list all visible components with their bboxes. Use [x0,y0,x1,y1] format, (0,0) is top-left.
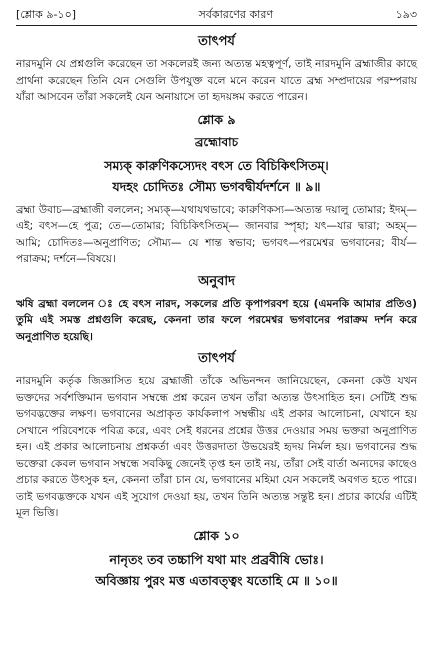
verse-line: যদহং চোদিতঃ সৌম্য ভগবদ্বীর্যদর্শনে ॥ ৯॥ [112,178,321,194]
synonyms-paragraph: ব্রহ্মা উবাচ—ব্রহ্মাজী বললেন; সম্যক্—যথাযথভাবে; কারুণিকস্য—অত্যন্ত দয়ালু তোমার; ইদম্—এই; বৎস—হে পুত্র; তে—তোমার; বিচিকিৎসিতম্— জানবার স্পৃহা; যৎ—যার দ্বারা; অহম্—আমি; চোদিতঃ—অনুপ্রাণিত; সৌম্য— যে শান্ত স্বভাব; ভগবৎ—পরমেশ্বর ভগবানের; বীর্য—পরাক্রম; দর্শনে—বিষয়ে। [16,203,417,265]
translation-heading: অনুবাদ [198,273,235,289]
verse-number: শ্লোক ৯ [197,111,236,127]
page-number: ১৯৩ [395,8,417,21]
purport-paragraph: নারদমুনি যে প্রশ্নগুলি করেছেন তা সকলেরই জন্য অত্যন্ত মহত্বপূর্ণ, তাই নারদমুনি ব্রহ্মাজীর কাছে প্রার্থনা করেছেন তিনি যেন সেগুলি উপযুক্ত বলে মনে করেন যাতে ব্রহ্ম সম্প্রদায়ের পরম্পরায় যাঁরা আসবেন তাঁরা সকলেই যেন অনায়াসে তা হৃদয়ঙ্গম করতে পারেন। [16,58,417,103]
translation-paragraph: ঋষি ব্রহ্মা বললেন ঃ হে বৎস নারদ, সকলের প্রতি কৃপাপরবশ হয়ে (এমনকি আমার প্রতিও) তুমি এই সমস্ত প্রশ্নগুলি করেছ, কেননা তার ফলে পরমেশ্বর ভগবানের পরাক্রম দর্শন করে অনুপ্রাণিত হয়েছি। [16,297,417,343]
verse-line: সম্যক্ কারুণিকস্যেদং বৎস তে বিচিকিৎসিতম্। [104,157,329,173]
verse-speaker: ব্রহ্মোবাচ [194,134,239,149]
purport-paragraph: নারদমুনি কর্তৃক জিজ্ঞাসিত হয়ে ব্রহ্মাজী তাঁকে অভিনন্দন জানিয়েছেন, কেননা কেউ যখন ভক্তদের সর্বশক্তিমান ভগবান সম্বন্ধে প্রশ্ন করেন তখন তাঁরা অত্যন্ত উৎসাহিত হন। সেটিই শুদ্ধ ভগবদ্ভক্তের লক্ষণ। ভগবানের অপ্রাকৃত কার্যকলাপ সম্বন্ধীয় এই প্রকার আলোচনা, যেখানে হয় সেখানে পরিবেশকে পবিত্র করে, এবং সেই ধরনের প্রশ্নের উত্তর দেওয়ার সময় ভক্তরা অনুপ্রাণিত হন। এই প্রকার আলোচনায় প্রশ্নকর্তা এবং উত্তরদাতা উভয়েরই হৃদয় নির্মল হয়। ভগবানের শুদ্ধ ভক্তেরা কেবল ভগবান সম্বন্ধে সবকিছু জেনেই তৃপ্ত হন তাই নয়, তাঁরা সেই বার্তা অন্যদের কাছেও প্রচার করতে উৎসুক হন, কেননা তাঁরা চান যে, ভগবানের মহিমা যেন সকলেই অবগত হতে পারে। তাই ভগবদ্ভক্তকে যখন এই সুযোগ দেওয়া হয়, তখন তিনি অত্যন্ত সন্তুষ্ট হন। প্রচার কার্যের এটিই মূল ভিত্তি। [16,375,417,519]
purport-heading: তাৎপর্য [198,34,235,49]
header-rule [16,25,417,26]
verse-line: নানৃতং তব তচ্চাপি যথা মাং প্রব্রবীষি ভোঃ। [109,551,324,567]
verse-range: [শ্লোক ৯-১০] [16,8,77,21]
chapter-title: সর্বকারণের কারণ [198,8,274,21]
running-header [16,6,417,24]
verse-number: শ্লোক ১০ [193,527,240,543]
verse-line: অবিজ্ঞায় পুরং মত্ত এতাবত্ত্বং যতোহি মে ॥ ১০॥ [95,572,338,588]
purport-heading: তাৎপর্য [198,351,235,366]
